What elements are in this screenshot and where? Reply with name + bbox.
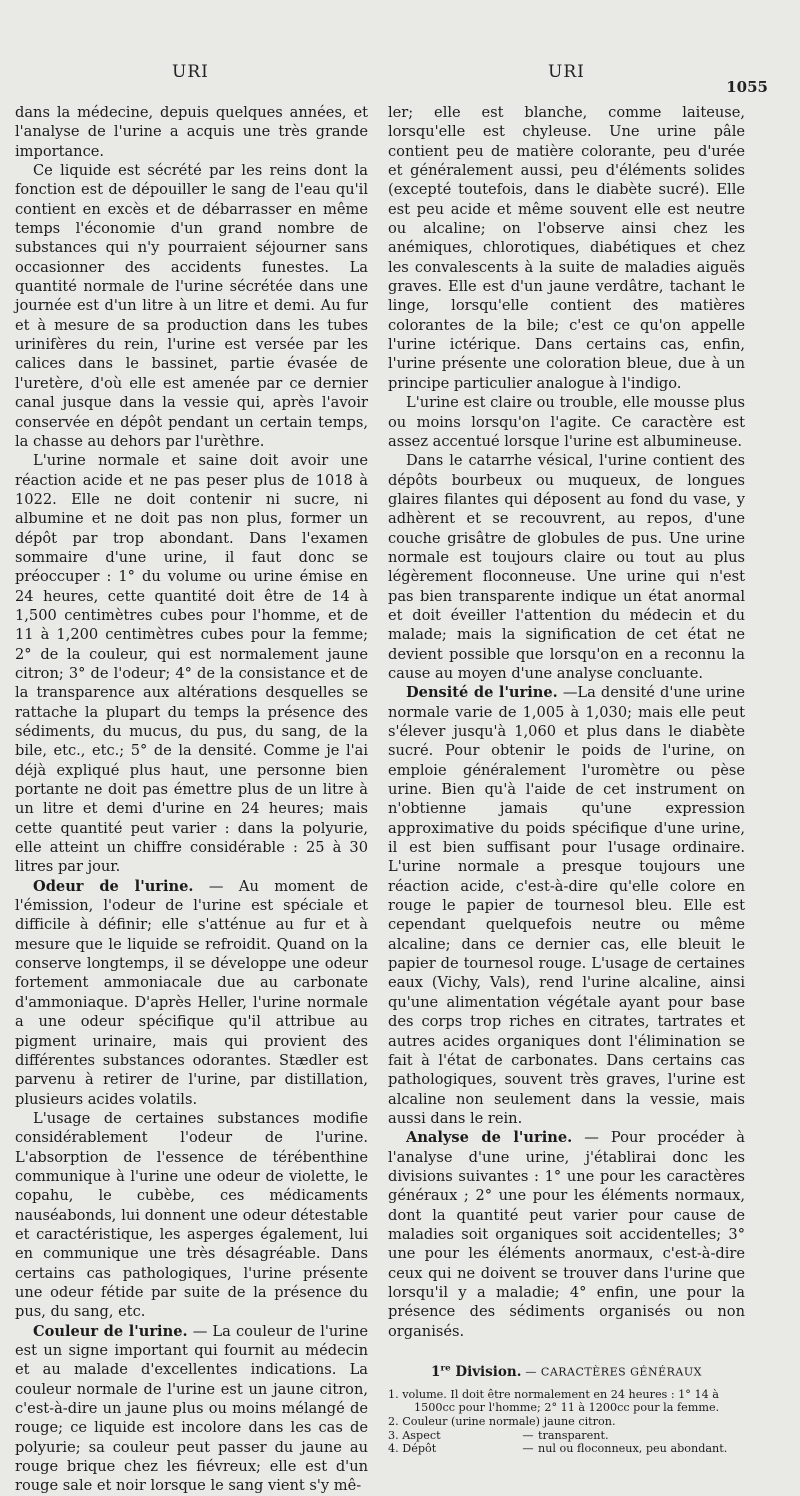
table-cell: 1500cc pour l'homme; 2° 11 à 1200cc pour la femme. [414,1401,720,1415]
section-couleur [15,1322,368,1496]
table-cell: nul ou floconneux, peu abondant. [538,1442,728,1456]
table-cell: 4. Dépôt [388,1442,437,1456]
section-analyse [388,1128,745,1341]
division-heading [388,1359,745,1382]
running-head-left: URI [172,62,209,82]
paragraph: L'usage de certaines substances modifie considérablement l'odeur de l'urine. L'absorption de l'essence de térébenthine communique à l'urine une odeur de violette, le copahu, le cubèbe, ces médicaments nauséabonds, lui donnent une odeur détestable et caractéristique, les asperges également, lui en communique une très désagréable. Dans certains cas pathologiques, l'urine présente une odeur fétide par suite de la présence du pus, du sang, etc. [15,1109,368,1321]
section-heading: Odeur de l'urine. [33,877,194,895]
section-heading: Analyse de l'urine. [406,1129,573,1147]
paragraph: Dans le catarrhe vésical, l'urine contient des dépôts bourbeux ou muqueux, de longues glaires filantes qui déposent au fond du vase, y adhèrent et se recouvrent, au repos, d'une couche grisâtre de globules de pus. Une urine normale est toujours claire ou tout au plus légèrement floconneuse. Une urine qui n'est pas bien transparente indique un état anormal et doit éveiller l'attention du médecin et du malade; mais la signification de cet état ne devient possible que lorsqu'on en a reconnu la cause au moyen d'une analyse concluante. [388,452,745,682]
division-word: Division. [450,1363,522,1380]
paragraph: L'urine est claire ou trouble, elle mousse plus ou moins lorsqu'on l'agite. Ce caractère est assez accentué lorsque l'urine est albumineuse. [388,394,745,450]
table-row [388,1401,745,1415]
paragraph: dans la médecine, depuis quelques années, et l'analyse de l'urine a acquis une très grande importance. [15,104,368,160]
table-cell: — [522,1428,534,1442]
table-row [388,1415,745,1429]
paragraph: Ce liquide est sécrété par les reins dont la fonction est de dépouiller le sang de l'eau qu'il contient en excès et de débarrasser en même temps l'économie d'un grand nombre de substances qui n'y pourraient séjourner sans occasionner des accidents funestes. La quantité normale de l'urine sécrétée dans une journée est d'un litre à un litre et demi. Au fur et à mesure de sa production dans les tubes urinifères du rein, l'urine est versée par les calices dans le bassinet, partie évasée de l'uretère, d'où elle est amenée par ce dernier canal jusque dans la vessie qui, après l'avoir conservée en dépôt pendant un certain temps, la chasse au dehors par l'urèthre. [15,162,368,450]
section-heading: Densité de l'urine. [406,684,558,702]
page-number: 1055 [726,78,768,96]
division-sup: re [440,1363,451,1373]
table-cell: 1. volume. Il doit être normalement en 24 heures : 1° 14 à [388,1387,719,1401]
section-densite [388,683,745,1128]
table-row [388,1442,745,1456]
table-cell: transparent. [538,1428,609,1442]
section-text: — Pour procéder à l'analyse d'une urine, j'établirai donc les divisions suivantes : 1° une pour les caractères généraux ; 2° une pour les éléments normaux, dont la quantité peut varier pour cause de maladies soit organiques soit accidentelles; 3° une pour les éléments anormaux, c'est-à-dire ceux qui ne doivent se trouver dans l'urine que lorsqu'il y a maladie; 4° enfin, une pour la présence des sédiments organisés ou non organisés. [388,1129,745,1340]
table-row [388,1388,745,1402]
paragraph: L'urine normale et saine doit avoir une réaction acide et ne pas peser plus de 1018 à 1022. Elle ne doit contenir ni sucre, ni albumine et ne doit pas non plus, former un dépôt par trop abondant. Dans l'examen sommaire d'une urine, il faut donc se préoccuper : 1° du volume ou urine émise en 24 heures, cette quantité doit être de 14 à 1,500 centimètres cubes pour l'homme, et de 11 à 1,200 centimètres cubes pour la femme; 2° de la couleur, qui est normalement jaune citron; 3° de l'odeur; 4° de la consistance et de la transparence aux altérations desquelles se rattache la plupart du temps la présence des sédiments, du mucus, du pus, du sang, de la bile, etc., etc.; 5° de la densité. Comme je l'ai déjà expliqué plus haut, une personne bien portante ne doit pas émettre plus de un litre à un litre et demi d'urine en 24 heures; mais cette quantité peut varier : dans la polyurie, elle atteint un chiffre considérable : 25 à 30 litres par jour. [15,452,368,876]
paragraph: ler; elle est blanche, comme laiteuse, lorsqu'elle est chyleuse. Une urine pâle contient peu de matière colorante, peu d'urée et généralement aussi, peu d'éléments solides (excepté toutefois, dans le diabète sucré). Elle est peu acide et même souvent elle est neutre ou alcaline; on l'observe ainsi chez les anémiques, chlorotiques, diabétiques et chez les convalescents à la suite de maladies aiguës graves. Elle est d'un jaune verdâtre, tachant le linge, lorsqu'elle contient des matières colorantes de la bile; c'est ce qu'on appelle l'urine ictérique. Dans certains cas, enfin, l'urine présente une coloration bleue, due à un principe particulier analogue à l'indigo. [388,104,745,392]
section-heading: Couleur de l'urine. [33,1322,188,1340]
section-odeur [15,877,368,1109]
section-text: — Au moment de l'émission, l'odeur de l'urine est spéciale et difficile à définir; elle s'atténue au fur et à mesure que le liquide se refroidit. Quand on la conserve longtemps, il se développe une odeur fortement ammoniacale due au carbonate d'ammoniaque. D'après Heller, l'urine normale a une odeur spécifique qu'il attribue au pigment urinaire, mais qui provient des différentes substances odorantes. Stædler est parvenu à retirer de l'urine, par distillation, plusieurs acides volatils. [15,877,368,1108]
running-head-right: URI [548,62,585,82]
division-number: 1 [431,1363,441,1380]
section-text: —La densité d'une urine normale varie de 1,005 à 1,030; mais elle peut s'élever jusqu'à 1,060 et plus dans le diabète sucré. Pour obtenir le poids de l'urine, on emploie généralement l'uromètre ou pèse urine. Bien qu'à l'aide de cet instrument on n'obtienne jamais qu'une expression approximative du poids spécifique d'une urine, il est bien suffisant pour l'usage ordinaire. L'urine normale a presque toujours une réaction acide, c'est-à-dire qu'elle colore en rouge le papier de tournesol bleu. Elle est cependant quelquefois neutre ou même alcaline; dans ce dernier cas, elle bleuit le papier de tournesol rouge. L'usage de certaines eaux (Vichy, Vals), rend l'urine alcaline, ainsi qu'une alimentation végétale ayant pour base des corps trop riches en citrates, tartrates et autres acides organiques dont l'élimination se fait à l'état de carbonates. Dans certains cas pathologiques, souvent très graves, l'urine est alcaline non seulement dans la vessie, mais aussi dans le rein. [388,684,745,1127]
right-column [388,103,745,1456]
table-cell: 3. Aspect [388,1428,441,1442]
division-subtitle: — CARACTÈRES GÉNÉRAUX [521,1365,702,1379]
section-text: — La couleur de l'urine est un signe important qui fournit au médecin et au malade d'excellentes indications. La couleur normale de l'urine est un jaune citron, c'est-à-dire un jaune plus ou moins mélangé de rouge; ce liquide est incolore dans les cas de polyurie; sa couleur peut passer du jaune au rouge brique chez les fiévreux; elle est d'un rouge sale et noir lorsque le sang vient s'y mê- [15,1322,368,1495]
table-cell: — [522,1442,534,1456]
left-column [15,103,368,1496]
characteristics-table [388,1388,745,1456]
table-cell: 2. Couleur (urine normale) jaune citron. [388,1415,616,1429]
table-row [388,1429,745,1443]
